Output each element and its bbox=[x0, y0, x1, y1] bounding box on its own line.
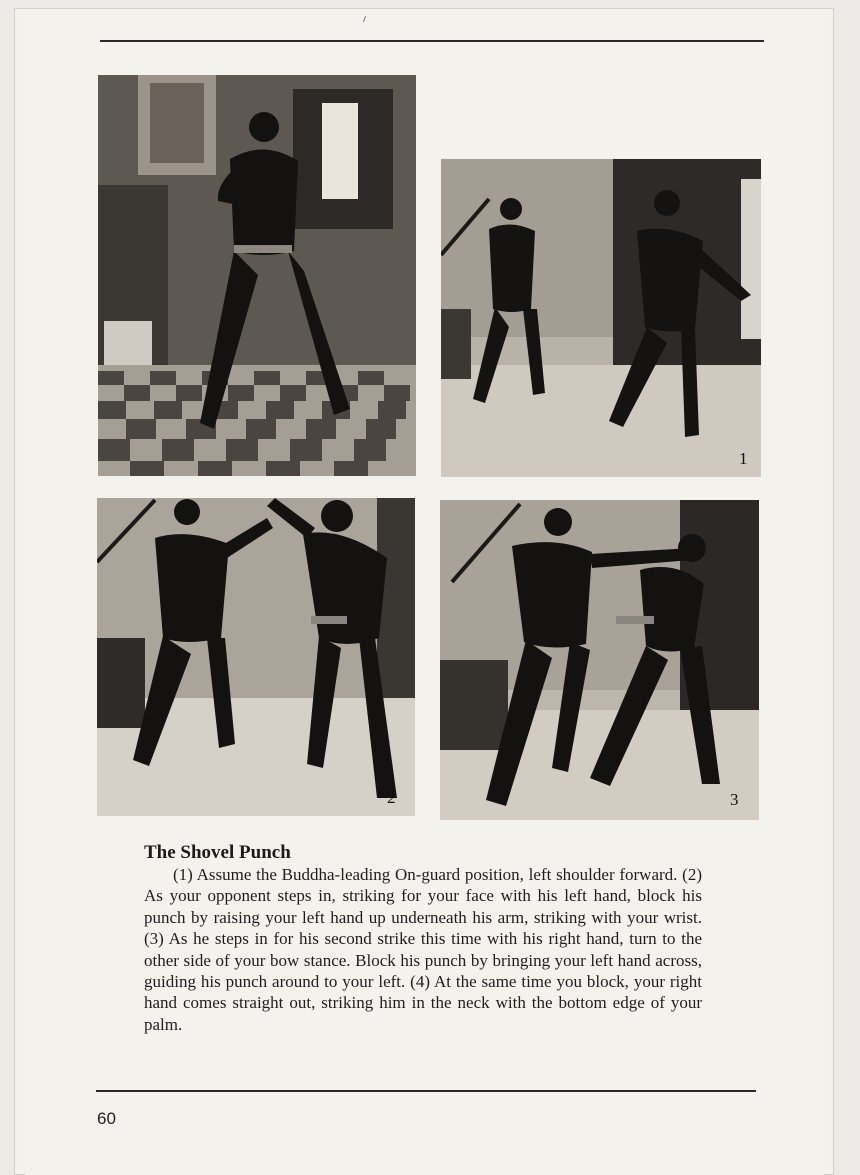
top-rule bbox=[100, 40, 764, 42]
photo-on-guard bbox=[98, 75, 416, 476]
photo-2-number: 2 bbox=[387, 788, 396, 807]
page-number: 60 bbox=[97, 1109, 116, 1128]
section-title: The Shovel Punch bbox=[144, 842, 291, 863]
book-page bbox=[26, 16, 824, 1175]
photo-step-2 bbox=[97, 498, 415, 816]
section-body: (1) Assume the Buddha-leading On-guard position, left shoulder forward. (2) As your opponent steps in, striking for your face with his left hand, block his punch by raising your left hand up underneath his arm, striking with your wrist. (3) As he steps in for his second strike this time with his right hand, turn to the other side of your bow stance. Block his punch by bringing your left hand across, guiding his punch around to your left. (4) At the same time you block, your right hand comes straight out, striking him in the neck with the bottom edge of your palm. bbox=[144, 865, 702, 1034]
photo-step-1 bbox=[441, 159, 761, 477]
photo-step-3 bbox=[440, 500, 759, 820]
photo-1-number: 1 bbox=[739, 449, 748, 468]
photo-3-number: 3 bbox=[730, 790, 739, 809]
scan-mark bbox=[363, 16, 366, 22]
bottom-rule bbox=[96, 1090, 756, 1092]
